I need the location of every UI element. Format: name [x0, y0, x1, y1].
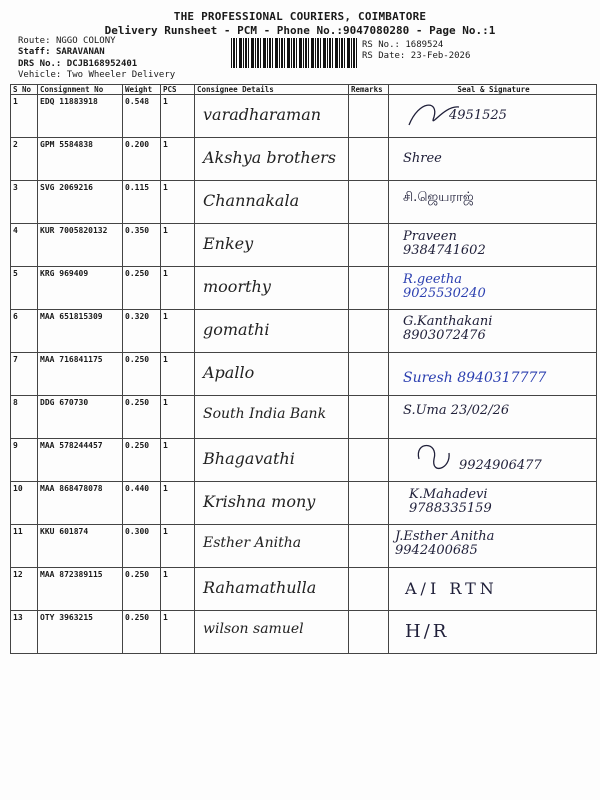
table-row [11, 396, 597, 439]
consignee-handwriting: Krishna mony [203, 492, 316, 511]
cell-pcs: 1 [161, 310, 195, 353]
signature-text: S.Uma 23/02/26 [403, 403, 510, 418]
cell-consignee [195, 353, 349, 396]
table-row [11, 181, 597, 224]
cell-pcs: 1 [161, 95, 195, 138]
cell-remarks [349, 568, 389, 611]
signature-text: Shree [403, 151, 442, 166]
col-sno: S No [11, 85, 38, 95]
cell-consignee [195, 224, 349, 267]
barcode-icon [231, 38, 357, 68]
consignee-handwriting: South India Bank [203, 406, 327, 422]
cell-sno: 10 [11, 482, 38, 525]
cell-pcs: 1 [161, 568, 195, 611]
route-line [18, 36, 116, 46]
signature-text: H/R [405, 621, 450, 642]
delivery-table [10, 84, 597, 654]
cell-consignee [195, 439, 349, 482]
signature-text: 9924906477 [459, 458, 542, 473]
drs-line [18, 59, 137, 69]
table-row [11, 611, 597, 654]
consignee-handwriting: moorthy [203, 277, 271, 296]
cell-consignee [195, 525, 349, 568]
cell-weight: 0.250 [123, 568, 161, 611]
table-row [11, 95, 597, 138]
cell-consignment: DDG 670730 [38, 396, 123, 439]
cell-consignment: SVG 2069216 [38, 181, 123, 224]
cell-remarks [349, 439, 389, 482]
vehicle-label: Vehicle: [18, 70, 62, 80]
cell-weight: 0.320 [123, 310, 161, 353]
cell-consignment: MAA 872389115 [38, 568, 123, 611]
cell-pcs: 1 [161, 525, 195, 568]
cell-pcs: 1 [161, 224, 195, 267]
cell-remarks [349, 482, 389, 525]
cell-consignment: OTY 3963215 [38, 611, 123, 654]
cell-consignee [195, 568, 349, 611]
cell-remarks [349, 267, 389, 310]
cell-consignment: MAA 716841175 [38, 353, 123, 396]
cell-weight: 0.300 [123, 525, 161, 568]
cell-remarks [349, 611, 389, 654]
cell-remarks [349, 396, 389, 439]
cell-signature [389, 396, 597, 439]
consignee-handwriting: Akshya brothers [203, 148, 337, 167]
col-remarks: Remarks [349, 85, 389, 95]
cell-weight: 0.250 [123, 267, 161, 310]
consignee-handwriting: Enkey [203, 234, 254, 253]
cell-signature [389, 224, 597, 267]
consignee-handwriting: Bhagavathi [203, 449, 295, 468]
signature-text: J.Esther Anitha 9942400685 [395, 529, 495, 558]
cell-signature [389, 95, 597, 138]
table-row [11, 525, 597, 568]
cell-consignee [195, 138, 349, 181]
cell-consignee [195, 181, 349, 224]
consignee-handwriting: Rahamathulla [203, 578, 317, 597]
table-header-row [11, 85, 597, 95]
route-value: NGGO COLONY [55, 36, 116, 46]
staff-line [18, 47, 105, 57]
cell-pcs: 1 [161, 439, 195, 482]
cell-remarks [349, 525, 389, 568]
cell-consignment: GPM 5584838 [38, 138, 123, 181]
company-title: THE PROFESSIONAL COURIERS, COIMBATORE [173, 10, 427, 23]
cell-consignment: MAA 651815309 [38, 310, 123, 353]
signature-scribble-icon [389, 439, 589, 479]
signature-text: சி.ஜெயராஜ் [403, 190, 474, 205]
table-row [11, 482, 597, 525]
cell-consignee [195, 310, 349, 353]
cell-consignee [195, 95, 349, 138]
cell-pcs: 1 [161, 353, 195, 396]
table-row [11, 439, 597, 482]
cell-consignment: KKU 601874 [38, 525, 123, 568]
cell-weight: 0.250 [123, 611, 161, 654]
cell-weight: 0.250 [123, 353, 161, 396]
vehicle-line [18, 70, 175, 80]
cell-signature [389, 353, 597, 396]
rs-date-label: RS Date: [362, 51, 406, 61]
cell-remarks [349, 138, 389, 181]
cell-signature [389, 568, 597, 611]
table-row [11, 224, 597, 267]
cell-sno: 11 [11, 525, 38, 568]
vehicle-value: Two Wheeler Delivery [66, 70, 176, 80]
signature-text: K.Mahadevi 9788335159 [409, 487, 492, 516]
cell-weight: 0.250 [123, 439, 161, 482]
cell-sno: 5 [11, 267, 38, 310]
cell-signature [389, 482, 597, 525]
signature-text: G.Kanthakani 8903072476 [403, 314, 493, 343]
consignee-handwriting: gomathi [203, 320, 270, 339]
signature-text: A/I RTN [405, 579, 498, 598]
table-row [11, 353, 597, 396]
consignee-handwriting: wilson samuel [203, 621, 304, 637]
cell-weight: 0.250 [123, 396, 161, 439]
rs-date-value: 23-Feb-2026 [410, 51, 471, 61]
cell-weight: 0.350 [123, 224, 161, 267]
rs-no-value: 1689524 [405, 40, 444, 50]
signature-text: R.geetha 9025530240 [403, 272, 486, 301]
cell-signature [389, 611, 597, 654]
cell-consignee [195, 611, 349, 654]
cell-remarks [349, 353, 389, 396]
rs-no-line [362, 40, 443, 50]
cell-signature [389, 138, 597, 181]
staff-value: SARAVANAN [55, 47, 105, 57]
rs-no-label: RS No.: [362, 40, 400, 50]
cell-consignment: KUR 7005820132 [38, 224, 123, 267]
rs-date-line [362, 51, 470, 61]
cell-signature [389, 439, 597, 482]
cell-sno: 12 [11, 568, 38, 611]
cell-sno: 1 [11, 95, 38, 138]
cell-weight: 0.115 [123, 181, 161, 224]
cell-pcs: 1 [161, 181, 195, 224]
col-consignment: Consignment No [38, 85, 123, 95]
cell-sno: 13 [11, 611, 38, 654]
cell-sno: 9 [11, 439, 38, 482]
table-row [11, 138, 597, 181]
route-label: Route: [18, 36, 51, 46]
drs-label: DRS No.: [18, 59, 62, 69]
cell-remarks [349, 224, 389, 267]
consignee-handwriting: Apallo [203, 363, 255, 382]
cell-consignment: EDQ 11883918 [38, 95, 123, 138]
cell-consignment: MAA 578244457 [38, 439, 123, 482]
col-pcs: PCS [161, 85, 195, 95]
cell-pcs: 1 [161, 138, 195, 181]
cell-sno: 7 [11, 353, 38, 396]
signature-scribble-icon [389, 95, 589, 135]
consignee-handwriting: varadharaman [203, 105, 322, 124]
col-consignee: Consignee Details [195, 85, 349, 95]
cell-consignee [195, 267, 349, 310]
cell-signature [389, 525, 597, 568]
table-row [11, 267, 597, 310]
drs-value: DCJB168952401 [66, 59, 138, 69]
col-weight: Weight [123, 85, 161, 95]
signature-text: Suresh 8940317777 [403, 370, 547, 386]
staff-label: Staff: [18, 47, 51, 57]
cell-remarks [349, 310, 389, 353]
cell-pcs: 1 [161, 396, 195, 439]
runsheet-subtitle: Delivery Runsheet - PCM - Phone No.:9047080280 - Page No.:1 [104, 24, 496, 37]
cell-weight: 0.200 [123, 138, 161, 181]
consignee-handwriting: Esther Anitha [203, 535, 302, 551]
cell-weight: 0.440 [123, 482, 161, 525]
cell-consignment: KRG 969409 [38, 267, 123, 310]
cell-pcs: 1 [161, 267, 195, 310]
cell-consignee [195, 482, 349, 525]
table-row [11, 568, 597, 611]
cell-sno: 6 [11, 310, 38, 353]
cell-remarks [349, 181, 389, 224]
cell-sno: 3 [11, 181, 38, 224]
cell-sno: 2 [11, 138, 38, 181]
table-row [11, 310, 597, 353]
consignee-handwriting: Channakala [203, 191, 300, 210]
cell-consignee [195, 396, 349, 439]
cell-sno: 8 [11, 396, 38, 439]
col-seal-signature: Seal & Signature [389, 85, 597, 95]
cell-signature [389, 310, 597, 353]
cell-signature [389, 267, 597, 310]
signature-text: 4951525 [449, 108, 507, 123]
cell-weight: 0.548 [123, 95, 161, 138]
signature-text: Praveen 9384741602 [403, 229, 486, 258]
cell-signature [389, 181, 597, 224]
cell-consignment: MAA 868478078 [38, 482, 123, 525]
cell-pcs: 1 [161, 611, 195, 654]
cell-sno: 4 [11, 224, 38, 267]
cell-pcs: 1 [161, 482, 195, 525]
cell-remarks [349, 95, 389, 138]
